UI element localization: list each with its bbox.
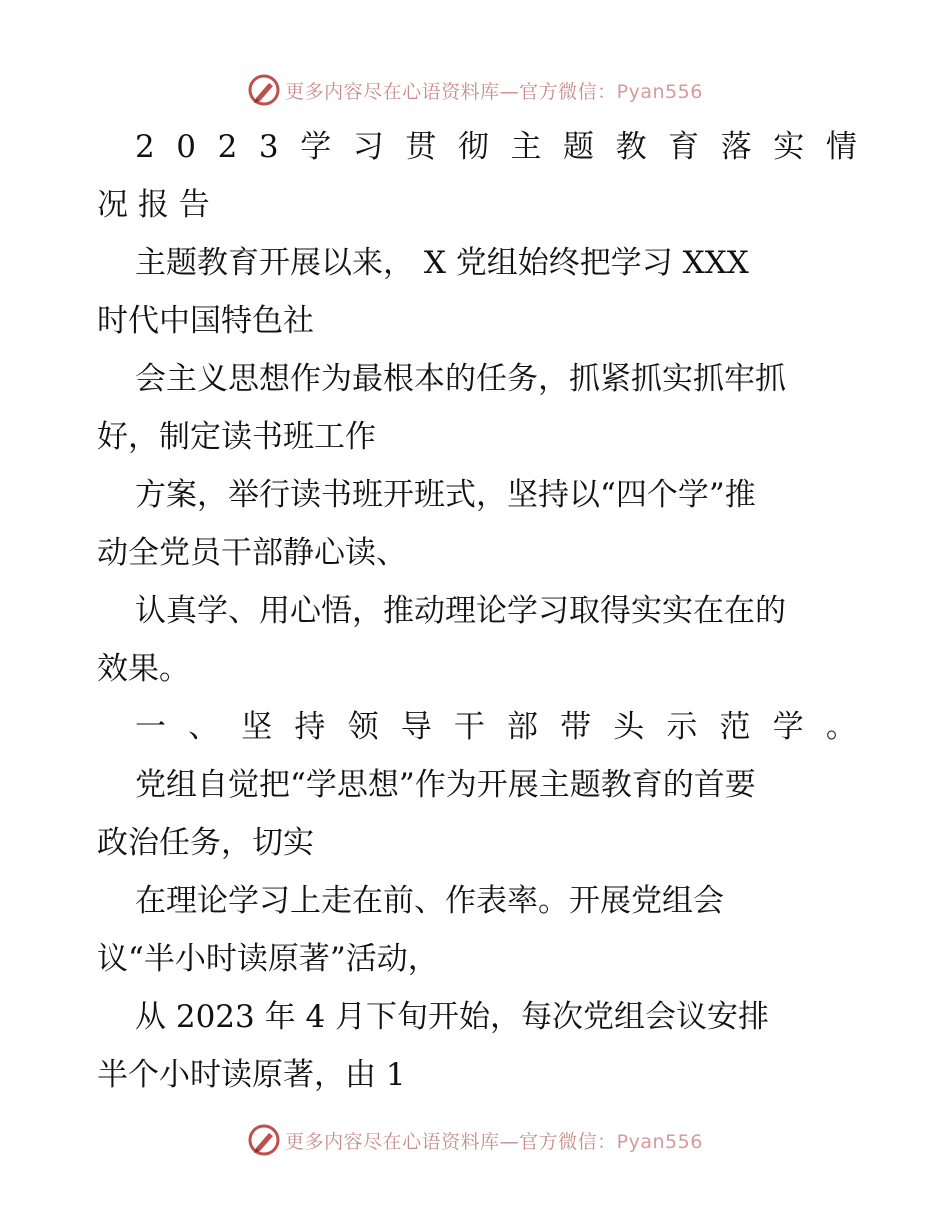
- spread-char: 范: [719, 709, 751, 745]
- spread-char: 3: [258, 129, 279, 165]
- spread-char: 情: [825, 129, 857, 165]
- spread-char: 。: [825, 709, 857, 745]
- spread-char: 实: [773, 129, 805, 165]
- paragraph-line: 在理论学习上走在前、作表率。开展党组会: [135, 883, 724, 919]
- paragraph-line: 方案，举行读书班开班式，坚持以“四个学”推: [135, 477, 756, 513]
- spread-char: 育: [668, 129, 700, 165]
- paragraph-line: 议“半小时读原著”活动，: [97, 941, 439, 977]
- spread-char: 主: [510, 129, 542, 165]
- pen-logo-icon: [247, 73, 281, 107]
- pen-logo-icon: [247, 1123, 281, 1157]
- paragraph-line: 效果。: [97, 651, 190, 687]
- spread-char: 带: [560, 709, 592, 745]
- section-heading-1: [97, 698, 857, 756]
- paragraph-line: 半个小时读原著，由 1: [97, 1057, 406, 1093]
- spread-char: 2: [217, 129, 238, 165]
- watermark-wechat-id: Pyan556: [616, 1130, 703, 1153]
- spread-char: 贯: [405, 129, 437, 165]
- paragraph-line: 动全党员干部静心读、: [97, 535, 407, 571]
- spread-char: 干: [453, 709, 485, 745]
- watermark-text: 更多内容尽在心语资料库—官方微信：Pyan556: [285, 80, 703, 103]
- spread-char: 导: [400, 709, 432, 745]
- watermark-wechat-id: Pyan556: [616, 80, 703, 103]
- spread-char: 学: [772, 709, 804, 745]
- spread-char: 彻: [457, 129, 489, 165]
- paragraph-line: 认真学、用心悟，推动理论学习取得实实在在的: [135, 593, 786, 629]
- paragraph-line: 从 2023 年 4 月下旬开始，每次党组会议安排: [135, 999, 770, 1035]
- document-title-line-1: [97, 118, 857, 176]
- spread-char: 落: [720, 129, 752, 165]
- spread-char: 0: [176, 129, 197, 165]
- spread-char: 部: [506, 709, 538, 745]
- document-title-line-2: 况 报 告: [97, 187, 210, 223]
- spread-char: 习: [352, 129, 384, 165]
- watermark-text: 更多内容尽在心语资料库—官方微信：Pyan556: [285, 1130, 703, 1153]
- document-body: [97, 118, 857, 1104]
- spread-char: 一: [135, 709, 166, 745]
- spread-char: 头: [613, 709, 645, 745]
- spread-char: 、: [188, 709, 220, 745]
- spread-char: 教: [615, 129, 647, 165]
- spread-char: 学: [300, 129, 332, 165]
- paragraph-line: 会主义思想作为最根本的任务，抓紧抓实抓牢抓: [135, 361, 786, 397]
- spread-char: 示: [666, 709, 698, 745]
- paragraph-line: 时代中国特色社: [97, 303, 314, 339]
- paragraph-line: 党组自觉把“学思想”作为开展主题教育的首要: [135, 767, 756, 803]
- spread-char: 领: [347, 709, 379, 745]
- paragraph-line: 好，制定读书班工作: [97, 419, 376, 455]
- spread-char: 2: [135, 129, 155, 165]
- paragraph-line: 政治任务，切实: [97, 825, 314, 861]
- spread-char: 题: [563, 129, 594, 165]
- spread-char: 坚: [241, 709, 273, 745]
- header-watermark: [0, 70, 950, 110]
- footer-watermark: [0, 1120, 950, 1160]
- spread-char: 持: [294, 709, 326, 745]
- paragraph-line: 主题教育开展以来， X 党组始终把学习 XXX: [135, 245, 749, 281]
